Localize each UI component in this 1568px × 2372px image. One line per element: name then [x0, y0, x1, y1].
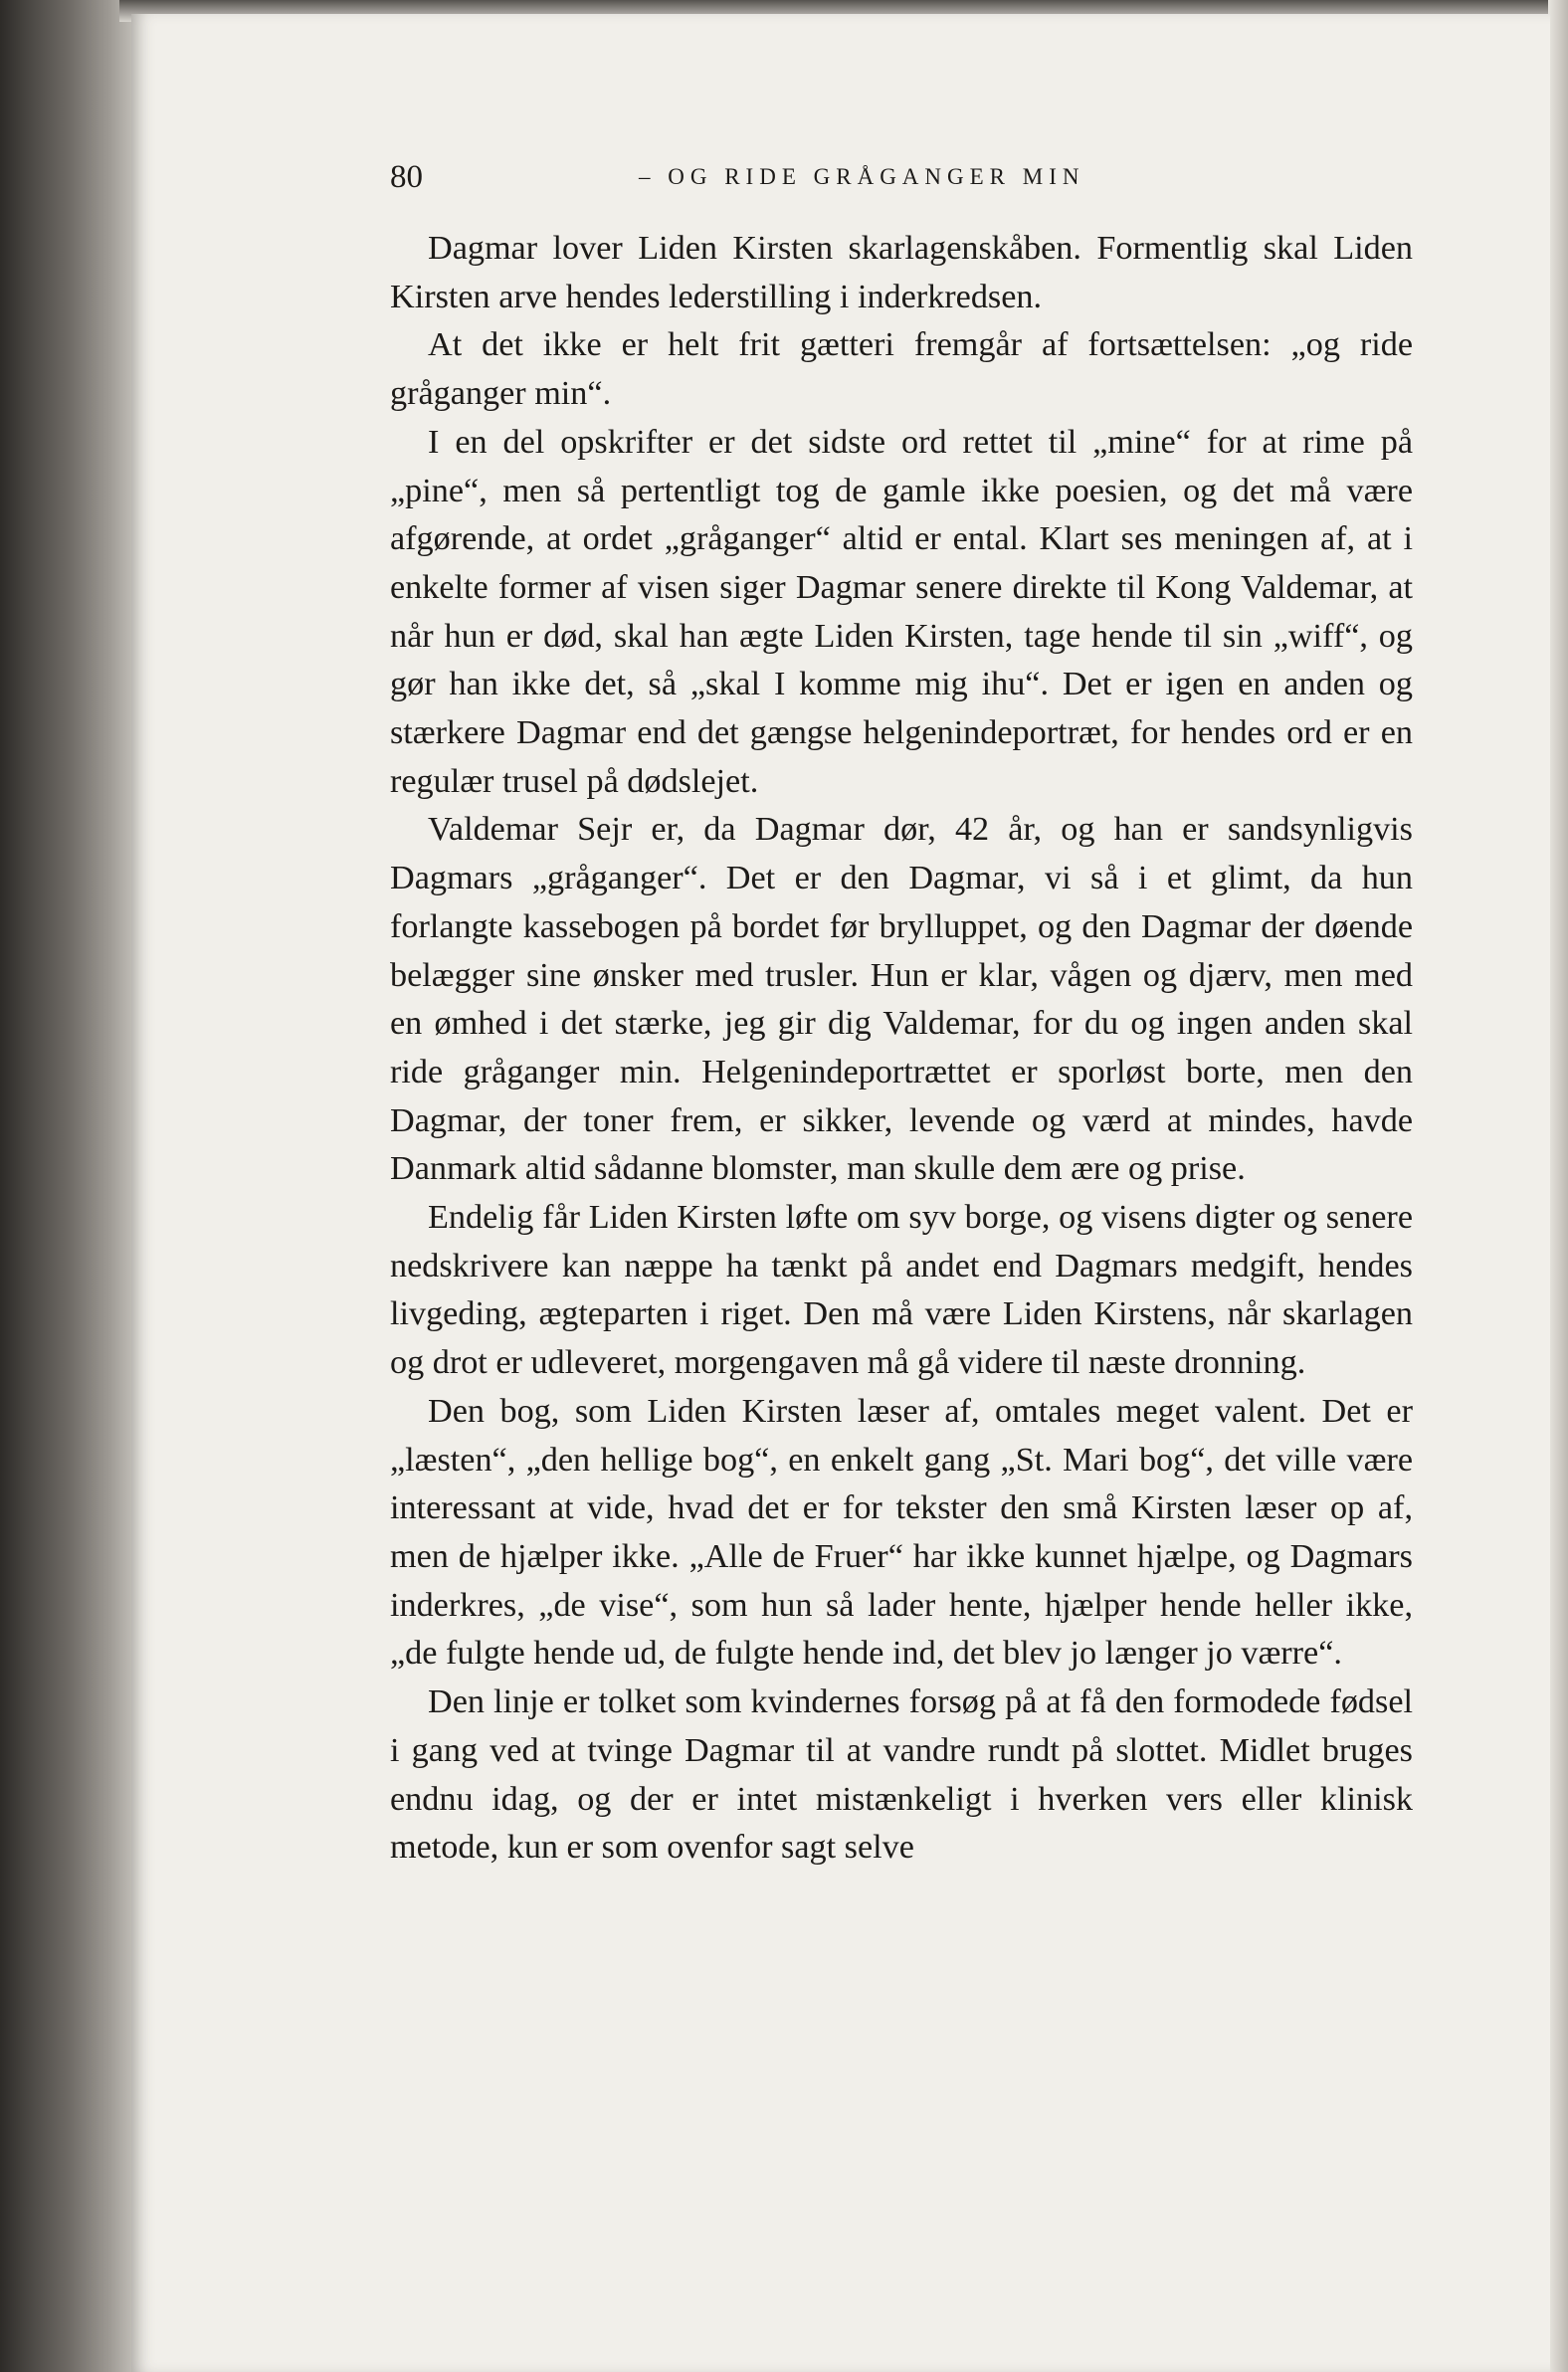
page-header [390, 154, 1166, 200]
running-title: – OG RIDE GRÅGANGER MIN [639, 164, 1085, 189]
page-right-edge [1548, 0, 1568, 2372]
paragraph: At det ikke er helt frit gætteri fremgår af fortsættelsen: „og ride gråganger min“. [390, 326, 1413, 413]
paragraph: Valdemar Sejr er, da Dagmar dør, 42 år, og han er sandsynligvis Dagmars „gråganger“. Det er den Dagmar, vi så i et glimt, da hun forlangte kassebogen på bordet før brylluppet, og den Dagmar der døende belægger sine ønsker med trusler. Hun er klar, vågen og djærv, men med en ømhed i det stærke, jeg gir dig Valdemar, for du og ingen anden skal ride gråganger min. Helgenindeportrættet er sporløst borte, men den Dagmar, der toner frem, er sikker, levende og værd at mindes, havde Danmark altid sådanne blomster, man skulle dem ære og prise. [390, 811, 1413, 1188]
paragraph: I en del opskrifter er det sidste ord rettet til „mine“ for at rime på „pine“, men så pertentligt tog de gamle ikke poesien, og det må være afgørende, at ordet „gråganger“ altid er ental. Klart ses meningen af, at i enkelte former af visen siger Dagmar senere direkte til Kong Valdemar, at når hun er død, skal han ægte Liden Kirsten, tage hende til sin „wiff“, og gør han ikke det, så „skal I komme mig ihu“. Det er igen en anden og stærkere Dagmar end det gængse helgenindeportræt, for hendes ord er en regulær trusel på dødslejet. [390, 423, 1413, 800]
paragraph: Den linje er tolket som kvindernes forsøg på at få den formodede fødsel i gang ved at tvinge Dagmar til at vandre rundt på slottet. Midlet bruges endnu idag, og der er intet mistænkeligt i hverken vers eller klinisk metode, kun er som ovenfor sagt selve [390, 1683, 1413, 1867]
book-binding-shadow [0, 0, 139, 2372]
body-text [390, 225, 1413, 1873]
paragraph: Dagmar lover Liden Kirsten skarlagenskåben. Formentlig skal Liden Kirsten arve hendes lederstilling i inderkredsen. [390, 230, 1413, 315]
page-number: 80 [390, 159, 423, 195]
paragraph: Den bog, som Liden Kirsten læser af, omtales meget valent. Det er „læsten“, „den hellige bog“, en enkelt gang „St. Mari bog“, det ville være interessant at vide, hvad det er for tekster den små Kirsten læser op af, men de hjælper ikke. „Alle de Fruer“ har ikke kunnet hjælpe, og Dagmars inderkres, „de vise“, som hun så lader hente, hjælper hende heller ikke, „de fulgte hende ud, de fulgte hende ind, det blev jo længer jo værre“. [390, 1392, 1413, 1673]
paragraph: Endelig får Liden Kirsten løfte om syv borge, og visens digter og senere nedskrivere kan næppe ha tænkt på andet end Dagmars medgift, hendes livgeding, ægteparten i riget. Den må være Liden Kirstens, når skarlagen og drot er udleveret, morgengaven må gå videre til næste dronning. [390, 1199, 1413, 1382]
